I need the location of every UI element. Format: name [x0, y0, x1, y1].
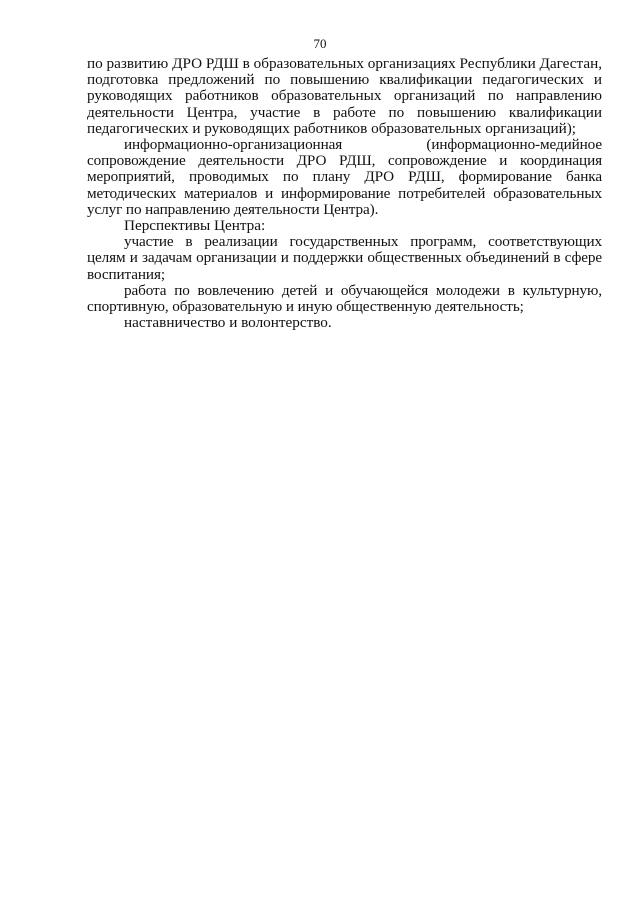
paragraph-information-organizational: информационно-организационная (информационно-медийное сопровождение деятельности ДРО РДШ, сопровождение и координация мероприятий, проводимых по плану ДРО РДШ, формирование банка методических материалов и информирование потребителей образовательных услуг по направлению деятельности Центра).: [87, 136, 602, 218]
paragraph-development-continuation: по развитию ДРО РДШ в образовательных организациях Республики Дагестан, подготовка предложений по повышению квалификации педагогических и руководящих работников образовательных организаций по направлению деятельности Центра, участие в работе по повышению квалификации педагогических и руководящих работников образовательных организаций);: [87, 55, 602, 137]
paragraph-perspectives-heading: Перспективы Центра:: [124, 217, 266, 235]
paragraph-youth-involvement: работа по вовлечению детей и обучающейся молодежи в культурную, спортивную, образовательную и иную общественную деятельность;: [87, 281, 602, 316]
page-number: 70: [313, 36, 327, 51]
paragraph-mentoring-volunteering: наставничество и волонтерство.: [124, 314, 332, 332]
paragraph-state-programs: участие в реализации государственных программ, соответствующих целям и задачам организации и поддержки общественных объединений в сфере воспитания;: [87, 233, 602, 283]
document-body: [87, 56, 602, 331]
